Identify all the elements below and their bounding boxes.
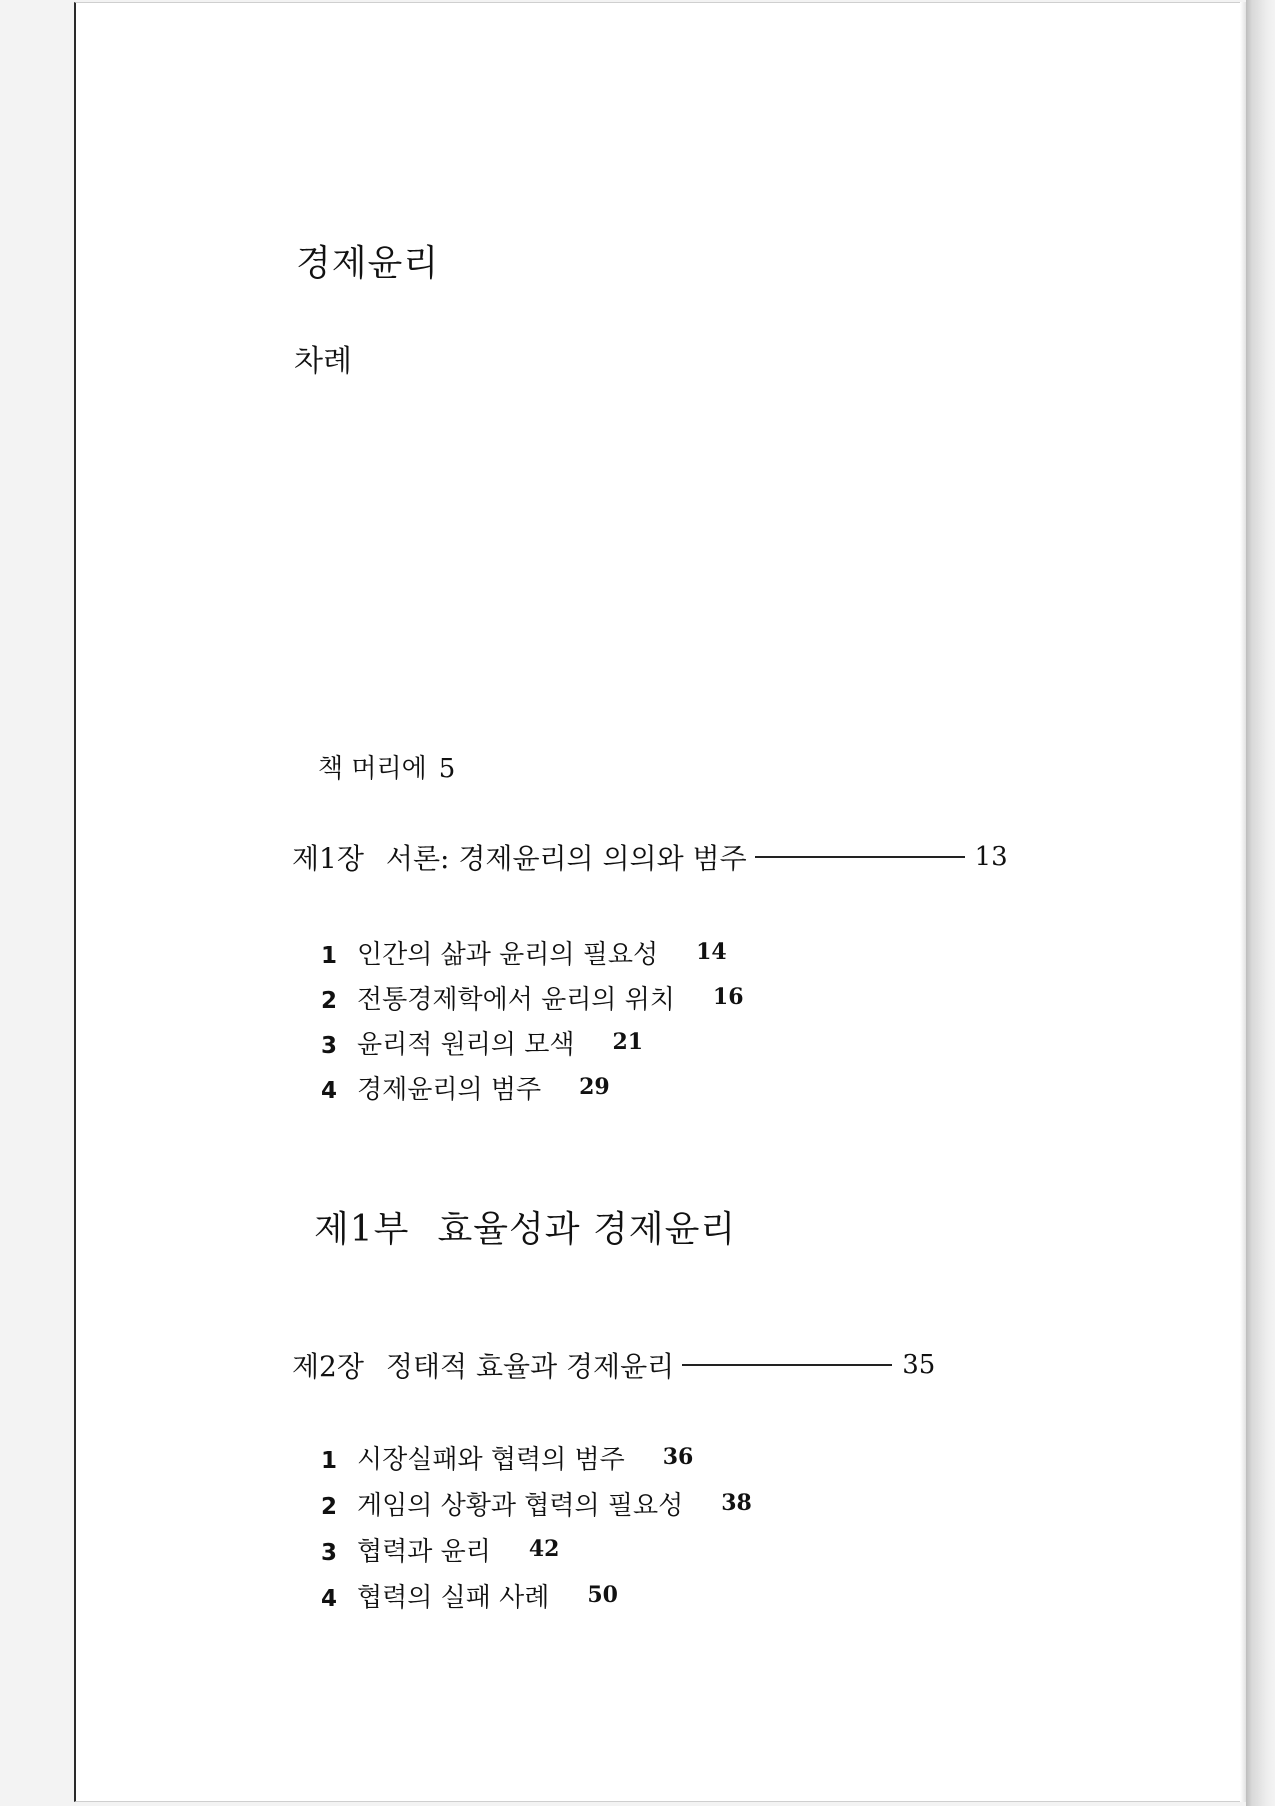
toc-part-1 bbox=[314, 1201, 736, 1252]
section-number: 4 bbox=[321, 1586, 338, 1612]
section-page: 50 bbox=[587, 1582, 618, 1608]
section-title: 윤리적 원리의 모색 bbox=[357, 1030, 575, 1060]
chapter-title: 정태적 효율과 경제윤리 bbox=[385, 1350, 675, 1383]
section-page: 21 bbox=[612, 1029, 644, 1055]
part-title: 효율성과 경제윤리 bbox=[437, 1209, 737, 1250]
chapter-number: 제1장 bbox=[292, 842, 364, 875]
section-number: 3 bbox=[321, 1033, 338, 1059]
section-title: 경제윤리의 범주 bbox=[357, 1075, 542, 1105]
toc-section bbox=[321, 979, 744, 1016]
section-number: 1 bbox=[321, 1448, 338, 1474]
part-number: 제1부 bbox=[314, 1209, 410, 1250]
section-number: 2 bbox=[321, 988, 338, 1014]
preface-label: 책 머리에 bbox=[318, 754, 427, 784]
section-page: 36 bbox=[662, 1444, 694, 1470]
book-page bbox=[74, 2, 1246, 1802]
section-title: 시장실패와 협력의 범주 bbox=[357, 1445, 625, 1475]
toc-section bbox=[321, 1531, 559, 1568]
dot-leader-line bbox=[682, 1364, 892, 1366]
section-page: 29 bbox=[579, 1074, 610, 1100]
toc-chapter-1 bbox=[292, 837, 1008, 877]
page-shadow bbox=[1246, 0, 1275, 1806]
dot-leader-line bbox=[755, 856, 965, 858]
section-title: 인간의 삶과 윤리의 필요성 bbox=[357, 940, 659, 970]
section-number: 1 bbox=[321, 943, 338, 969]
section-title: 협력의 실패 사례 bbox=[357, 1583, 550, 1613]
section-number: 3 bbox=[321, 1540, 338, 1566]
section-title: 협력과 윤리 bbox=[357, 1537, 491, 1567]
section-page: 38 bbox=[721, 1490, 752, 1516]
toc-section bbox=[321, 1439, 693, 1476]
chapter-title: 서론: 경제윤리의 의의와 범주 bbox=[385, 842, 747, 875]
chapter-number: 제2장 bbox=[292, 1350, 364, 1383]
book-title: 경제윤리 bbox=[296, 243, 440, 284]
section-title: 전통경제학에서 윤리의 위치 bbox=[357, 985, 675, 1015]
chapter-page: 35 bbox=[902, 1350, 936, 1380]
toc-section bbox=[321, 1577, 618, 1614]
toc-heading: 차례 bbox=[294, 344, 352, 379]
section-title: 게임의 상황과 협력의 필요성 bbox=[357, 1491, 684, 1521]
toc-entry-preface bbox=[318, 748, 455, 785]
preface-page: 5 bbox=[438, 754, 456, 784]
section-page: 14 bbox=[696, 939, 727, 965]
section-number: 4 bbox=[321, 1078, 338, 1104]
toc-section bbox=[321, 934, 727, 971]
section-number: 2 bbox=[321, 1494, 338, 1520]
section-page: 42 bbox=[528, 1536, 560, 1562]
toc-section bbox=[321, 1024, 643, 1061]
chapter-page: 13 bbox=[974, 842, 1008, 872]
toc-chapter-2 bbox=[292, 1345, 935, 1385]
toc-section bbox=[321, 1485, 752, 1522]
toc-section bbox=[321, 1069, 610, 1106]
section-page: 16 bbox=[712, 984, 744, 1010]
